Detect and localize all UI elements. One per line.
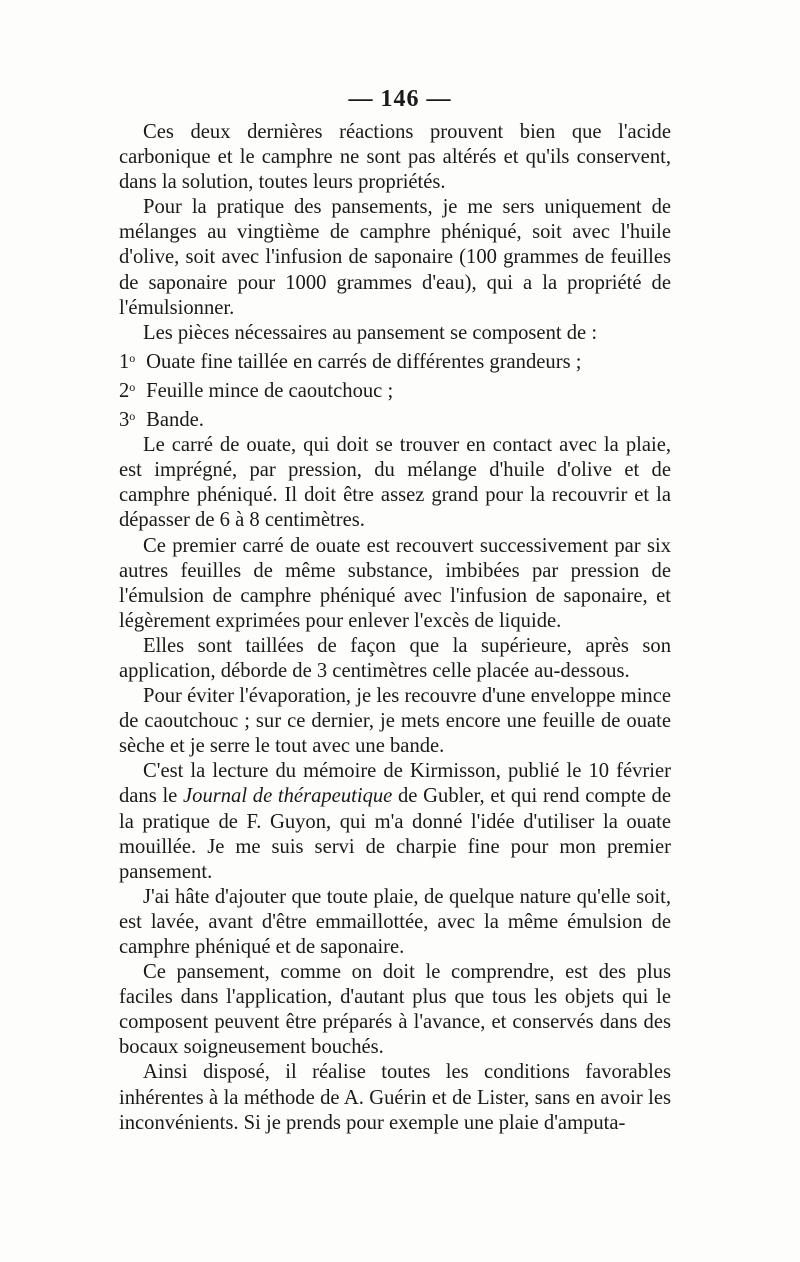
paragraph: Le carré de ouate, qui doit se trouver en contact avec la plaie, est imprégné, par pression, du mélange d'huile d'olive et de camphre phéniqué. Il doit être assez grand pour la recouvrir et la dépasser de 6 à 8 centimètres. [119,434,671,532]
list-item [119,375,671,404]
paragraph: J'ai hâte d'ajouter que toute plaie, de quelque nature qu'elle soit, est lavée, avant d'être emmaillottée, avec la même émulsion de camphre phéniqué et de saponaire. [119,885,671,958]
list-number: 3$^o$ [119,409,136,432]
list-item [119,404,671,433]
list-number: 2$^o$ [119,379,136,402]
list-item-text: Bande. [146,409,204,432]
paragraph: Pour éviter l'évaporation, je les recouvre d'une enveloppe mince de caoutchouc ; sur ce dernier, je mets encore une feuille de ouate sèche et je serre le tout avec une bande. [119,685,671,758]
paragraph: Les pièces nécessaires au pansement se composent de : [143,321,598,344]
page-number: — 146 — [348,86,452,112]
list-item-text: Ouate fine taillée en carrés de différentes grandeurs ; [146,350,582,373]
paragraph: Ces deux dernières réactions prouvent bien que l'acide carbonique et le camphre ne sont pas altérés et qu'ils conservent, dans la solution, toutes leurs propriétés. [119,121,671,194]
paragraph: Elles sont taillées de façon que la supérieure, après son application, déborde de 3 centimètres celle placée au-dessous. [119,634,671,682]
paragraph: Ce pansement, comme on doit le comprendre, est des plus faciles dans l'application, d'autant plus que tous les objets qui le composent peuvent être préparés à l'avance, et conservés dans des bocaux soigneusement bouchés. [119,961,671,1059]
paragraph: Ce premier carré de ouate est recouvert successivement par six autres feuilles de même substance, imbibées par pression de l'émulsion de camphre phéniqué avec l'infusion de saponaire, et légèrement exprimées pour enlever l'excès de liquide. [119,534,671,632]
list-item [119,346,671,375]
paragraph: Pour la pratique des pansements, je me sers uniquement de mélanges au vingtième de camphre phéniqué, soit avec l'huile d'olive, soit avec l'infusion de saponaire (100 grammes de feuilles de saponaire pour 1000 grammes d'eau), qui a la propriété de l'émulsionner. [119,196,671,319]
body-text [119,120,671,1136]
paragraph-journal-reference: C'est la lecture du mémoire de Kirmisson, publié le 10 février dans le Journal de thérapeutique de Gubler, et qui rend compte de la pratique de F. Guyon, qui m'a donné l'idée d'utiliser la ouate mouillée. Je me suis servi de charpie fine pour mon premier pansement. [119,760,671,883]
list-item-text: Feuille mince de caoutchouc ; [146,379,394,402]
paragraph: Ainsi disposé, il réalise toutes les conditions favorables inhérentes à la méthode de A. Guérin et de Lister, sans en avoir les inconvénients. Si je prends pour exemple une plaie d'amputa- [119,1061,671,1134]
list-number: 1$^o$ [119,350,136,373]
journal-title: Journal de thérapeutique [183,785,393,808]
